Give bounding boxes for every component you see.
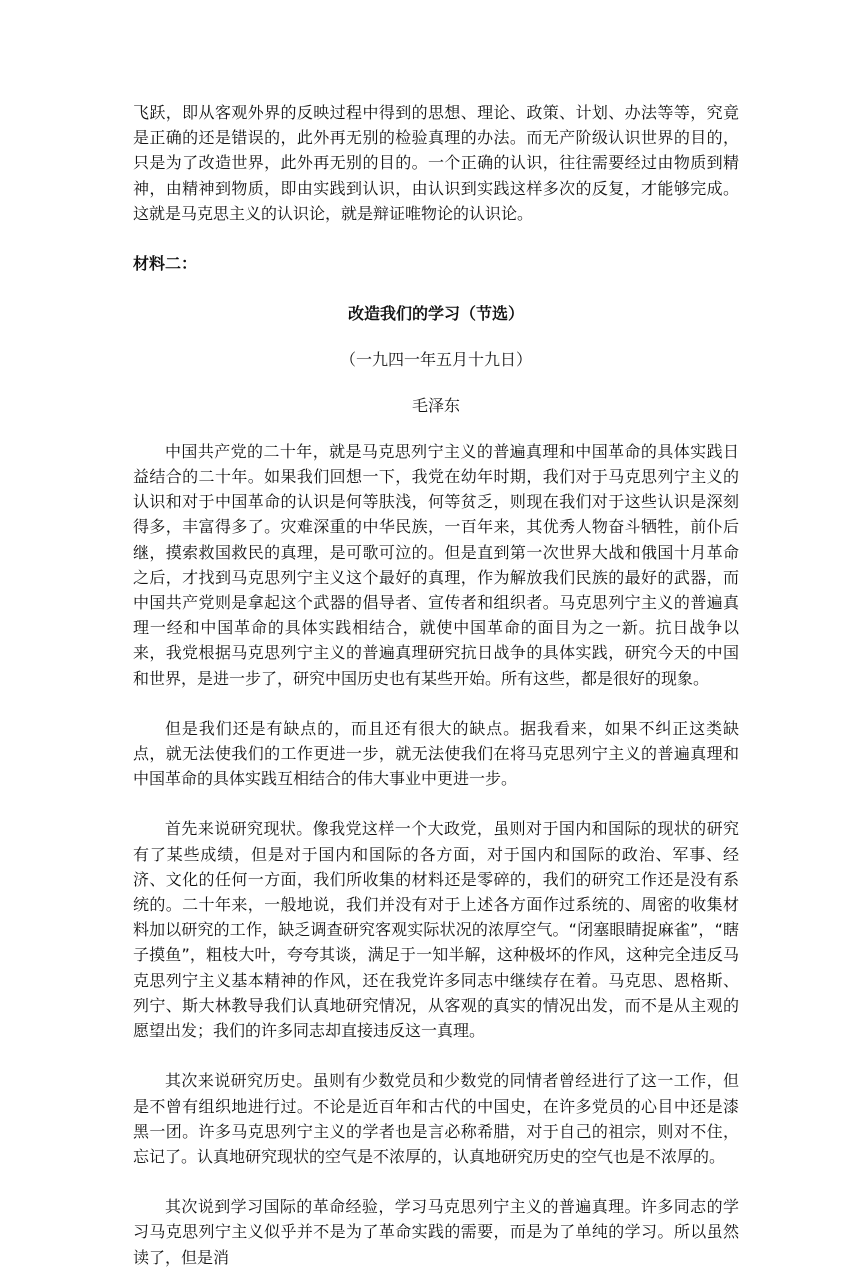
intro-paragraph: 飞跃，即从客观外界的反映过程中得到的思想、理论、政策、计划、办法等等，究竟是正确的还是错误的，此外再无别的检验真理的办法。而无产阶级认识世界的目的，只是为了改造世界，此外再无别的目的。一个正确的认识，往往需要经过由物质到精神，由精神到物质，即由实践到认识，由认识到实践这样多次的反复，才能够完成。这就是马克思主义的认识论，就是辩证唯物论的认识论。	[133, 103, 739, 223]
article-title: 改造我们的学习（节选）	[347, 304, 524, 324]
article-paragraph: 中国共产党的二十年，就是马克思列宁主义的普遍真理和中国革命的具体实践日益结合的二十年。如果我们回想一下，我党在幼年时期，我们对于马克思列宁主义的认识和对于中国革命的认识是何等肤浅，何等贫乏，则现在我们对于这些认识是深刻得多，丰富得多了。灾难深重的中华民族，一百年来，其优秀人物奋斗牺牲，前仆后继，摸索救国救民的真理，是可歌可泣的。但是直到第一次世界大战和俄国十月革命之后，才找到马克思列宁主义这个最好的真理，作为解放我们民族的最好的武器，而中国共产党则是拿起这个武器的倡导者、宣传者和组织者。马克思列宁主义的普遍真理一经和中国革命的具体实践相结合，就使中国革命的面目为之一新。抗日战争以来，我党根据马克思列宁主义的普遍真理研究抗日战争的具体实践，研究今天的中国和世界，是进一步了，研究中国历史也有某些开始。所有这些，都是很好的现象。	[133, 441, 739, 688]
section-label: 材料二：	[133, 254, 198, 274]
article-paragraph: 首先来说研究现状。像我党这样一个大政党，虽则对于国内和国际的现状的研究有了某些成绩，但是对于国内和国际的各方面，对于国内和国际的政治、军事、经济、文化的任何一方面，我们所收集的材料还是零碎的，我们的研究工作还是没有系统的。二十年来，一般地说，我们并没有对于上述各方面作过系统的、周密的收集材料加以研究的工作，缺乏调查研究客观实际状况的浓厚空气。“闭塞眼睛捉麻雀”，“瞎子摸鱼”，粗枝大叶，夸夸其谈，满足于一知半解，这种极坏的作风，这种完全违反马克思列宁主义基本精神的作风，还在我党许多同志中继续存在着。马克思、恩格斯、列宁、斯大林教导我们认真地研究情况，从客观的真实的情况出发，而不是从主观的愿望出发；我们的许多同志却直接违反这一真理。	[133, 819, 739, 1041]
article-date: （一九四一年五月十九日）	[339, 350, 532, 370]
article-paragraph: 其次来说研究历史。虽则有少数党员和少数党的同情者曾经进行了这一工作，但是不曾有组织地进行过。不论是近百年和古代的中国史，在许多党员的心目中还是漆黑一团。许多马克思列宁主义的学者也是言必称希腊，对于自己的祖宗，则对不住，忘记了。认真地研究现状的空气是不浓厚的，认真地研究历史的空气也是不浓厚的。	[133, 1071, 739, 1166]
article-paragraph: 但是我们还是有缺点的，而且还有很大的缺点。据我看来，如果不纠正这类缺点，就无法使我们的工作更进一步，就无法使我们在将马克思列宁主义的普遍真理和中国革命的具体实践互相结合的伟大事业中更进一步。	[133, 718, 739, 789]
document-content	[133, 100, 739, 1270]
article-paragraph: 其次说到学习国际的革命经验，学习马克思列宁主义的普遍真理。许多同志的学习马克思列宁主义似乎并不是为了革命实践的需要，而是为了单纯的学习。所以虽然读了，但是消	[133, 1197, 739, 1267]
article-author: 毛泽东	[411, 395, 460, 415]
